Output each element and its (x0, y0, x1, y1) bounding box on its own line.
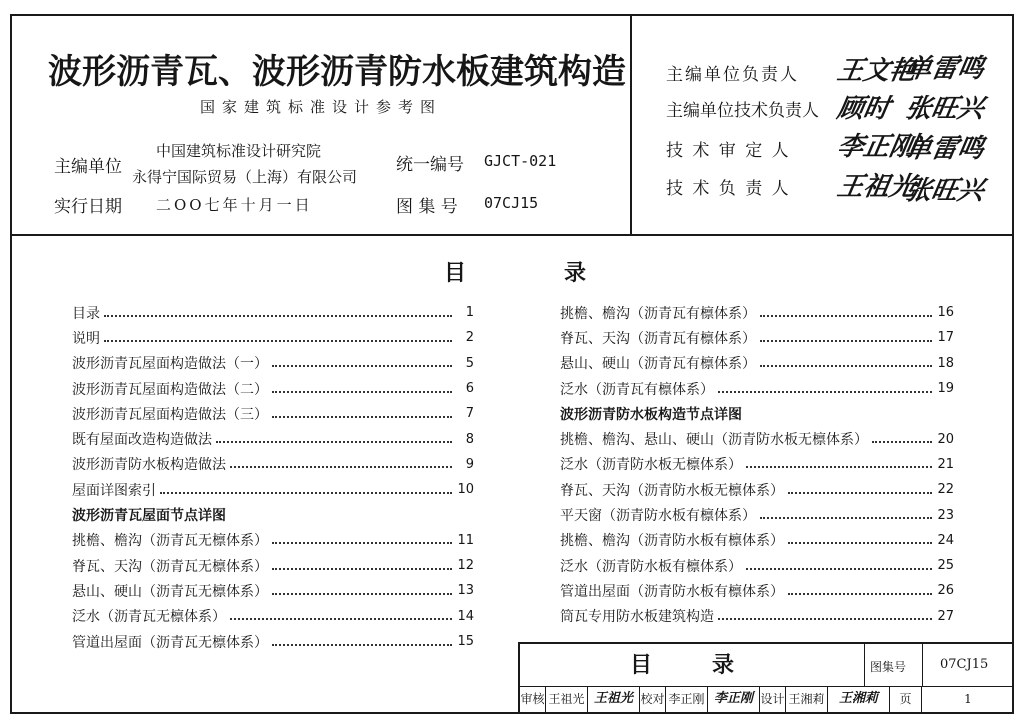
page-number: 1 (964, 692, 972, 706)
title-block-bottom-row (520, 686, 1014, 712)
signature: 张旺兴 (902, 176, 987, 206)
toc-entry-title: 目录 (72, 305, 100, 322)
toc-entry-title: 波形沥青防水板构造节点详图 (560, 406, 742, 423)
toc-entry-title: 脊瓦、天沟（沥青瓦无檩体系） (72, 558, 268, 575)
toc-entry (72, 578, 474, 603)
toc-section-heading (72, 502, 474, 527)
toc-entry-title: 波形沥青瓦屋面构造做法（二） (72, 381, 268, 398)
toc-entry (72, 376, 474, 401)
toc-entry-title: 筒瓦专用防水板建筑构造 (560, 609, 714, 626)
design-name: 王湘莉 (786, 686, 828, 712)
toc-entry-title: 屋面详图索引 (72, 482, 156, 499)
toc-entry-page: 7 (465, 406, 474, 422)
divider (922, 644, 923, 686)
toc-entry-page: 27 (937, 608, 954, 624)
toc-entry-title: 泛水（沥青防水板无檩体系） (560, 457, 742, 474)
signature: 张旺兴 (902, 94, 987, 124)
toc-entry-page: 6 (465, 381, 474, 397)
toc-entry-page: 21 (937, 456, 954, 472)
review-name: 王祖光 (546, 686, 588, 712)
toc-entry-title: 既有屋面改造构造做法 (72, 432, 212, 449)
signature: 顾时 (834, 94, 893, 124)
title-block-atlas-label: 图集号 (870, 660, 907, 674)
toc-entry (560, 578, 954, 603)
toc-leader-dots (760, 517, 932, 519)
check-name: 李正刚 (666, 686, 708, 712)
toc-entry-title: 悬山、硬山（沥青瓦有檩体系） (560, 356, 756, 373)
toc-entry-title: 波形沥青瓦屋面构造做法（三） (72, 406, 268, 423)
toc-entry (560, 502, 954, 527)
toc-entry (72, 528, 474, 553)
toc-entry (72, 300, 474, 325)
date-label: 实行日期 (54, 197, 122, 217)
toc-entry-page: 15 (457, 634, 474, 649)
review-label: 审核 (520, 686, 546, 712)
date-value: 二OO七年十月一日 (156, 196, 313, 214)
title-block-top-row (520, 644, 1014, 687)
toc-entry-title: 挑檐、檐沟、悬山、硬山（沥青防水板无檩体系） (560, 432, 868, 449)
toc-leader-dots (104, 315, 452, 317)
toc-entry-page: 26 (937, 583, 954, 599)
toc-leader-dots (788, 542, 932, 544)
toc-leader-dots (272, 644, 452, 646)
check-signature: 李正刚 (708, 686, 760, 712)
toc-leader-dots (272, 391, 452, 393)
unified-number-value: GJCT-021 (484, 152, 557, 170)
toc-entry-page: 17 (937, 330, 954, 346)
toc-entry-page: 16 (937, 305, 954, 321)
toc-leader-dots (272, 416, 452, 418)
signature: 单雷鸣 (902, 54, 987, 84)
toc-entry-title: 泛水（沥青防水板有檩体系） (560, 558, 742, 575)
toc-entry (560, 553, 954, 578)
toc-leader-dots (760, 365, 932, 367)
review-signature: 王祖光 (588, 686, 640, 712)
toc-leader-dots (160, 492, 452, 494)
toc-heading-right: 录 (564, 260, 587, 286)
role-chief-unit-tech-leader: 主编单位技术负责人 (666, 101, 819, 121)
signature: 王文艳 (834, 56, 919, 86)
toc-entry-page: 19 (937, 381, 954, 397)
title-block (518, 642, 1014, 714)
toc-leader-dots (788, 492, 932, 494)
toc-entry (560, 426, 954, 451)
toc-entry (560, 300, 954, 325)
atlas-number-label: 图 集 号 (396, 197, 458, 217)
toc-leader-dots (272, 365, 452, 367)
toc-leader-dots (788, 593, 932, 595)
toc-entry-page: 11 (457, 532, 474, 548)
toc-entry-title: 波形沥青防水板构造做法 (72, 457, 226, 474)
toc-leader-dots (230, 618, 452, 620)
toc-entry (560, 604, 954, 629)
toc-entry (72, 325, 474, 350)
toc-entry-page: 13 (457, 583, 474, 599)
toc-entry-title: 脊瓦、天沟（沥青瓦有檩体系） (560, 330, 756, 347)
toc-entry (560, 452, 954, 477)
toc-entry (560, 351, 954, 376)
toc-entry (72, 629, 474, 654)
toc-entry (72, 351, 474, 376)
toc-entry-title: 平天窗（沥青防水板有檩体系） (560, 508, 756, 525)
toc-entry-page: 8 (465, 431, 474, 447)
toc-section-heading (560, 401, 954, 426)
toc-entry-title: 泛水（沥青瓦有檩体系） (560, 381, 714, 398)
toc-entry (560, 376, 954, 401)
toc-entry-title: 波形沥青瓦屋面构造做法（一） (72, 356, 268, 373)
title-block-atlas-value: 07CJ15 (940, 657, 989, 672)
toc-entry-title: 波形沥青瓦屋面节点详图 (72, 508, 226, 525)
toc-leader-dots (104, 340, 452, 342)
role-technical-leader: 技 术 负 责 人 (666, 179, 791, 199)
toc-entry (72, 426, 474, 451)
toc-entry-title: 管道出屋面（沥青瓦无檩体系） (72, 634, 268, 651)
toc-entry-title: 悬山、硬山（沥青瓦无檩体系） (72, 583, 268, 600)
toc-entry-page: 25 (937, 558, 954, 574)
toc-leader-dots (272, 542, 452, 544)
toc-entry-page: 1 (465, 305, 474, 321)
drawing-sheet (10, 14, 1014, 714)
toc-leader-dots (760, 315, 932, 317)
toc-leader-dots (746, 568, 932, 570)
toc-leader-dots (746, 466, 932, 468)
toc-column-left (72, 300, 474, 654)
toc-entry-page: 2 (465, 330, 474, 346)
role-technical-reviewer: 技 术 审 定 人 (666, 141, 791, 161)
toc-leader-dots (272, 593, 452, 595)
toc-entry (72, 477, 474, 502)
toc-entry-page: 9 (465, 456, 474, 472)
toc-entry-page: 14 (457, 608, 474, 624)
signature: 李正刚 (834, 132, 919, 162)
page-label: 页 (890, 686, 922, 712)
toc-entry (560, 477, 954, 502)
divider (864, 644, 865, 686)
design-signature: 王湘莉 (828, 686, 890, 712)
toc-entry (72, 452, 474, 477)
toc-entry-page: 12 (457, 558, 474, 574)
toc-entry-title: 泛水（沥青瓦无檩体系） (72, 609, 226, 626)
toc-entry-title: 挑檐、檐沟（沥青防水板有檩体系） (560, 533, 784, 550)
book-title: 波形沥青瓦、波形沥青防水板建筑构造 (48, 52, 626, 92)
title-block-title: 目录 (629, 652, 794, 678)
toc-entry-page: 10 (457, 482, 474, 498)
toc-leader-dots (718, 618, 932, 620)
book-subtitle: 国家建筑标准设计参考图 (199, 98, 442, 116)
toc-leader-dots (718, 391, 932, 393)
toc-entry-page: 20 (937, 431, 954, 447)
header-divider (12, 234, 1012, 236)
toc-entry (72, 604, 474, 629)
signature: 单雷鸣 (902, 134, 987, 164)
toc-entry-title: 说明 (72, 330, 100, 347)
role-chief-unit-leader: 主编单位负责人 (666, 65, 799, 85)
unified-number-label: 统一编号 (396, 155, 464, 175)
toc-entry-page: 23 (937, 507, 954, 523)
toc-leader-dots (760, 340, 932, 342)
toc-leader-dots (216, 441, 452, 443)
toc-entry-page: 5 (465, 355, 474, 371)
toc-entry-title: 挑檐、檐沟（沥青瓦无檩体系） (72, 533, 268, 550)
toc-column-right (560, 300, 954, 629)
toc-entry-title: 管道出屋面（沥青防水板有檩体系） (560, 583, 784, 600)
toc-leader-dots (872, 441, 932, 443)
editor-unit-1: 中国建筑标准设计研究院 (156, 142, 322, 160)
toc-leader-dots (272, 568, 452, 570)
signature: 王祖光 (834, 172, 919, 202)
toc-entry-page: 24 (937, 532, 954, 548)
check-label: 校对 (640, 686, 666, 712)
toc-entry-title: 脊瓦、天沟（沥青防水板无檩体系） (560, 482, 784, 499)
editor-unit-2: 永得宁国际贸易（上海）有限公司 (132, 168, 358, 186)
toc-entry (560, 325, 954, 350)
atlas-number-value: 07CJ15 (484, 194, 539, 212)
toc-entry (72, 401, 474, 426)
toc-entry-page: 22 (937, 482, 954, 498)
design-label: 设计 (760, 686, 786, 712)
toc-entry-page: 18 (937, 355, 954, 371)
toc-leader-dots (230, 466, 452, 468)
editor-unit-label: 主编单位 (54, 157, 122, 177)
toc-entry-title: 挑檐、檐沟（沥青瓦有檩体系） (560, 305, 756, 322)
toc-heading-left: 目 (444, 260, 467, 286)
toc-entry (72, 553, 474, 578)
header-vertical-divider (630, 16, 632, 234)
toc-entry (560, 528, 954, 553)
